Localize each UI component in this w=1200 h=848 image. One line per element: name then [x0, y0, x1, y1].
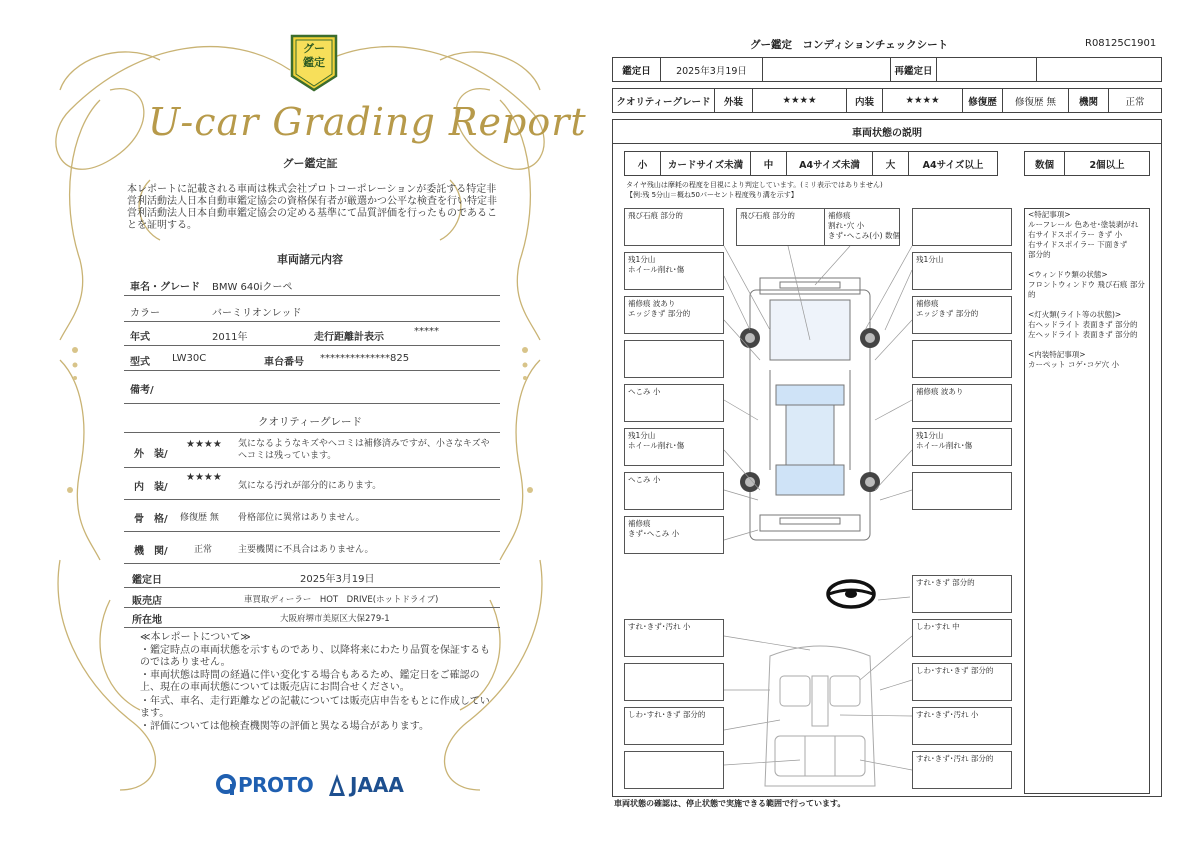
ext-note-lf-tire: 残1分山 ホイール削れ･傷 — [624, 252, 724, 290]
model-label: 型式 — [130, 357, 150, 368]
int-stars: ★★★★ — [186, 472, 222, 483]
int-note-dash-left: すれ･きず･汚れ 小 — [624, 619, 724, 657]
q-eng-label: 機関 — [1069, 89, 1109, 112]
size-count-desc: 2個以上 — [1089, 159, 1125, 171]
frame-label: 骨 格/ — [134, 514, 168, 525]
shop-label: 販売店 — [132, 596, 162, 607]
ext-note-l-door: へこみ 小 — [624, 384, 724, 422]
ext-note-rf-fender: 補修痕 エッジきず 部分的 — [912, 296, 1012, 334]
grade-row-frame — [124, 500, 500, 532]
address-value: 大阪府堺市美原区大保279-1 — [280, 614, 390, 624]
int-label: 内 装/ — [134, 482, 168, 493]
date-label: 鑑定日 — [613, 58, 661, 81]
q-int-value: ★★★★ — [883, 89, 963, 112]
tire-note-1: タイヤ残山は摩耗の程度を目視により判定しています。(ミリ表示ではありません) — [626, 181, 883, 189]
jaaa-logo-text: JAAA — [350, 773, 404, 797]
int-note-dash-right: しわ･すれ 中 — [912, 619, 1012, 657]
spec-title: 車両諸元内容 — [277, 253, 343, 266]
year-label: 年式 — [130, 332, 150, 343]
jaaa-logo — [328, 772, 404, 798]
spec-row-remarks — [124, 372, 500, 404]
frame-text: 骨格部位に異常はありません。 — [238, 513, 365, 523]
tire-note-2: 【例:残 5分山＝概ね50パーセント程度残り溝を示す】 — [626, 191, 798, 199]
size-small: 小 — [625, 152, 661, 175]
ext-note-rr-blank — [912, 472, 1012, 510]
chassis-label: 車台番号 — [264, 357, 304, 368]
ext-note-lr-tire: 残1分山 ホイール削れ･傷 — [624, 428, 724, 466]
ext-note-rf-tire: 残1分山 — [912, 252, 1012, 290]
engine-value: 正常 — [194, 545, 213, 555]
int-note-left-blank — [624, 663, 724, 701]
color-value: バーミリオンレッド — [212, 308, 302, 319]
grade-row-engine — [124, 532, 500, 564]
q-rep-label: 修復歴 — [963, 89, 1003, 112]
proto-logo — [216, 772, 313, 798]
ext-note-lr-fender: へこみ 小 — [624, 472, 724, 510]
info-row-shop — [124, 588, 500, 608]
ext-note-rear: 補修痕 きず･へこみ 小 — [624, 516, 724, 554]
proto-logo-text: PROTO — [238, 773, 314, 797]
chassis-value: **************825 — [320, 353, 410, 364]
date-label: 鑑定日 — [132, 575, 162, 586]
size-count: 数個 — [1025, 152, 1065, 175]
steering-wheel-icon — [826, 578, 876, 610]
size-mid-desc: A4サイズ未満 — [787, 152, 873, 175]
spec-row-color — [124, 298, 500, 322]
ext-note-r-door: 補修痕 波あり — [912, 384, 1012, 422]
ext-note-front-right-blank — [912, 208, 1012, 246]
about-item-4: ・評価については他検査機関等の評価と異なる場合があります。 — [140, 721, 429, 732]
ext-label: 外 装/ — [134, 449, 168, 460]
address-label: 所在地 — [132, 615, 162, 626]
spec-row-year — [124, 322, 500, 346]
ext-note-r-door-blank — [912, 340, 1012, 378]
badge-label: グー 鑑定 — [303, 42, 325, 69]
ext-stars: ★★★★ — [186, 439, 222, 450]
proto-mark-icon — [216, 774, 236, 796]
mileage-value: ***** — [414, 326, 439, 337]
ext-note-l-door-blank — [624, 340, 724, 378]
year-value: 2011年 — [212, 332, 248, 343]
date-value: 2025年3月19日 — [661, 58, 763, 81]
about-item-1: ・鑑定時点の車両状態を示すものであり、以降将来にわたり品質を保証するものではありません。 — [140, 645, 490, 668]
int-note-left-seat: しわ･すれ･きず 部分的 — [624, 707, 724, 745]
info-row-date — [124, 566, 500, 588]
footer-note: 車両状態の確認は、停止状態で実施できる範囲で行っています。 — [614, 799, 846, 808]
ext-note-lf-fender: 補修痕 波あり エッジきず 部分的 — [624, 296, 724, 334]
jaaa-mark-icon — [328, 773, 346, 797]
condition-check-sheet — [600, 0, 1200, 848]
color-label: カラー — [130, 308, 160, 319]
report-script-title: U-car Grading Report — [148, 100, 587, 144]
certificate-title: グー鑑定証 — [282, 157, 338, 170]
spec-row-model — [124, 347, 500, 371]
about-item-2: ・車両状態は時間の経過に伴い変化する場合もあるため、鑑定日をご確認の上、現在の車両状態については販売店にお問合せください。 — [140, 670, 480, 693]
name-label: 車名・グレード — [130, 282, 200, 293]
ext-note-rr-tire: 残1分山 ホイール削れ･傷 — [912, 428, 1012, 466]
int-note-right-seat: しわ･すれ･きず 部分的 — [912, 663, 1012, 701]
mileage-label: 走行距離計表示 — [314, 332, 384, 343]
size-small-desc: カードサイズ未満 — [661, 152, 751, 175]
frame-value: 修復歴 無 — [180, 513, 219, 523]
grade-row-exterior — [124, 432, 500, 468]
special-notes: <特記事項> ルーフレール 色あせ･塗装剥がれ 右サイドスポイラー きず 小 右サイドスポイラー 下面きず 部分的 <ウィンドウ類の状態> フロントウィンドウ 飛び石痕 部分的 <灯火類(ライト等の状態)> 右ヘッドライト 表面きず 部分的 左ヘッドライト 表面きず 部分的 <内装特記事項> カーペット コゲ･コゲ穴 小 — [1028, 210, 1145, 369]
int-text: 気になる汚れが部分的にあります。 — [238, 481, 382, 491]
model-value: LW30C — [172, 353, 207, 364]
int-note-rear-blank — [624, 751, 724, 789]
engine-text: 主要機関に不具合はありません。 — [238, 545, 374, 555]
shop-value: 車買取ディーラー HOT DRIVE(ホットドライブ) — [244, 595, 439, 605]
date-value: 2025年3月19日 — [300, 574, 375, 585]
goo-kantei-badge-icon — [286, 32, 342, 94]
q-label: クオリティーグレード — [613, 89, 715, 112]
sheet-id: R08125C1901 — [1085, 38, 1157, 49]
size-large-desc: A4サイズ以上 — [922, 159, 984, 171]
redate-label: 再鑑定日 — [891, 58, 937, 81]
spec-row-name — [124, 272, 500, 296]
ext-text: 気になるようなキズやヘコミは補修済みですが、小さなキズやヘコミは残っています。 — [238, 439, 490, 461]
grade-row-interior — [124, 468, 500, 500]
sheet-title: グー鑑定 コンディションチェックシート — [750, 39, 949, 51]
q-eng-value: 正常 — [1125, 96, 1145, 108]
q-int-label: 内装 — [847, 89, 883, 112]
condition-title: 車両状態の説明 — [852, 128, 922, 139]
about-item-3: ・年式、車名、走行距離などの記載については販売店申告をもとに作成しています。 — [140, 696, 490, 719]
int-note-console: すれ･きず･汚れ 小 — [912, 707, 1012, 745]
interior-car-diagram — [750, 636, 890, 796]
q-ext-value: ★★★★ — [753, 89, 847, 112]
ext-note-front-left: 飛び石痕 部分的 — [624, 208, 724, 246]
engine-label: 機 関/ — [134, 546, 168, 557]
ext-note-front-bumper: 補修痕 割れ･穴 小 きず･へこみ(小) 数個 — [824, 208, 900, 246]
size-mid: 中 — [751, 152, 787, 175]
q-ext-label: 外装 — [715, 89, 753, 112]
ext-note-hood-left: 飛び石痕 部分的 — [736, 208, 836, 246]
size-large: 大 — [873, 152, 909, 175]
certificate-body: 本レポートに記載される車両は株式会社プロトコーポレーションが委託する特定非営利活動法人日本自動車鑑定協会の資格保有者が厳選かつ公平な検査を行い特定非営利活動法人日本自動車鑑定協会の定める基準にて品質評価を行ったものであることを証明する。 — [127, 184, 497, 231]
name-value: BMW 640iクーペ — [212, 282, 293, 293]
q-rep-value: 修復歴 無 — [1003, 89, 1069, 112]
info-row-address — [124, 608, 500, 628]
int-note-steering: すれ･きず 部分的 — [912, 575, 1012, 613]
about-title: ≪本レポートについて≫ — [140, 632, 251, 643]
remarks-label: 備考/ — [130, 385, 154, 396]
grade-title: クオリティーグレード — [258, 416, 362, 428]
int-note-rear-seat: すれ･きず･汚れ 部分的 — [912, 751, 1012, 789]
